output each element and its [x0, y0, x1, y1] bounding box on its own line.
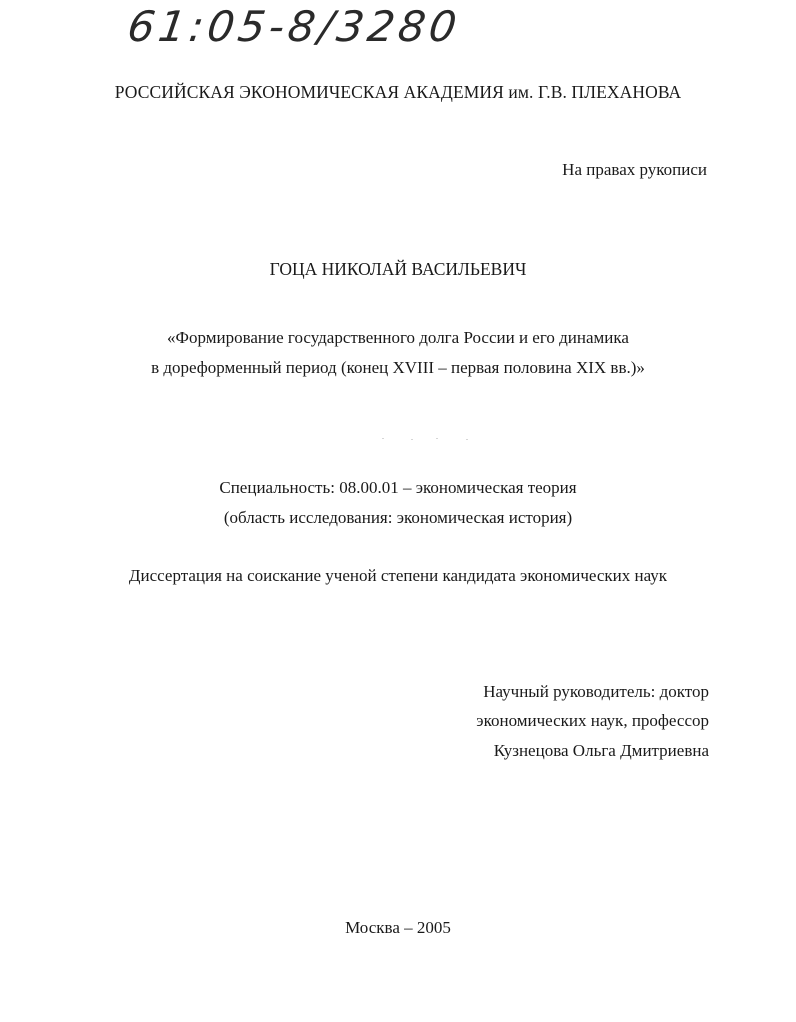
- research-area-line: (область исследования: экономическая история): [223, 508, 573, 527]
- city-year: Москва – 2005: [345, 918, 451, 937]
- author-name: ГОЦА НИКОЛАЙ ВАСИЛЬЕВИЧ: [269, 259, 527, 279]
- supervisor-line-1: Научный руководитель: доктор: [483, 682, 709, 701]
- handwritten-catalog-number: 61:05-8/3280: [124, 2, 464, 51]
- degree-statement: Диссертация на соискание ученой степени кандидата экономических наук: [128, 566, 668, 585]
- supervisor-name: Кузнецова Ольга Дмитриевна: [493, 741, 709, 760]
- supervisor-line-2: экономических наук, профессор: [476, 711, 709, 730]
- manuscript-rights-note: На правах рукописи: [562, 160, 707, 179]
- scan-specks: [380, 437, 480, 441]
- institution-name: РОССИЙСКАЯ ЭКОНОМИЧЕСКАЯ АКАДЕМИЯ им. Г.В. ПЛЕХАНОВА: [114, 82, 682, 102]
- dissertation-title-line-2: в дореформенный период (конец XVIII – первая половина XIX вв.)»: [151, 358, 645, 377]
- specialty-line: Специальность: 08.00.01 – экономическая теория: [219, 478, 577, 497]
- dissertation-title-line-1: «Формирование государственного долга России и его динамика: [167, 328, 629, 347]
